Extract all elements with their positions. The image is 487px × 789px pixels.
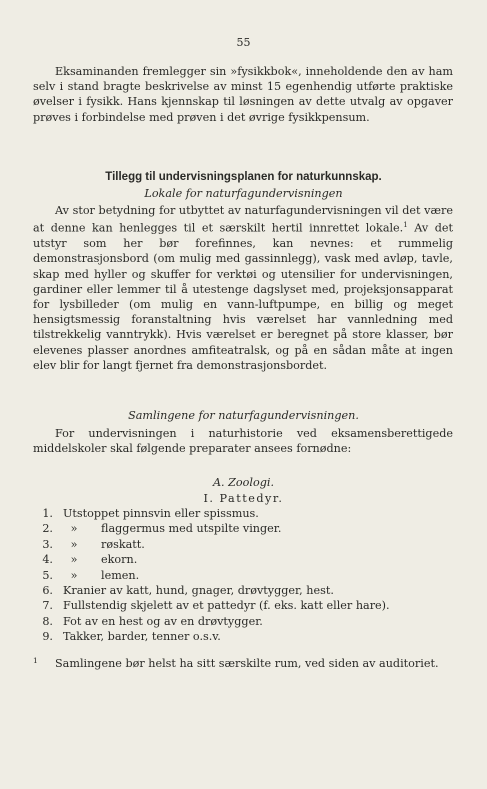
list-item bbox=[33, 614, 453, 629]
paragraph-2-part-1: Av stor betydning for utbyttet av naturfagundervisningen vil det være at denne kan henlegges til et særskilt hertil innrettet lokale. bbox=[33, 204, 453, 235]
list-item-number: 4. bbox=[42, 553, 53, 567]
list-item-text: røskatt. bbox=[101, 537, 145, 551]
preparat-list bbox=[33, 506, 453, 645]
paragraph-samlingene bbox=[33, 426, 453, 456]
list-item-text: Fullstendig skjelett av et pattedyr (f. eks. katt eller hare). bbox=[63, 599, 390, 613]
list-item-number: 1. bbox=[42, 507, 53, 520]
ditto-mark: » bbox=[70, 537, 78, 551]
list-item bbox=[33, 583, 453, 598]
list-item-text: Kranier av katt, hund, gnager, drøvtygger, hest. bbox=[63, 584, 334, 598]
paragraph-2-part-2: Av det utstyr som her bør forefinnes, kan nevnes: et rummelig demonstrasjonsbord (om mulig med gassinnlegg), vask med avløp, tavle, skap med hyller og skuffer for verktøi og utensilier for undervisningen, gardiner eller lemmer til å utestenge dagslyset med, projeksjonsapparat for lysbilleder (om mulig en vann-luftpumpe, en billig og meget hensigtsmessig foranstaltning hvis værelset har vannledning med tilstrekkelig vanntrykk). Hvis værelset er beregnet på store klasser, bør elevenes plasser anordnes amfiteatralsk, og på en sådan måte at ingen elev blir for langt fjernet fra demonstrasjonsbordet. bbox=[33, 221, 453, 372]
list-item bbox=[33, 598, 453, 613]
ditto-mark: » bbox=[70, 522, 78, 536]
list-item-number: 5. bbox=[42, 568, 53, 582]
list-item-text: ekorn. bbox=[101, 553, 138, 567]
footnote-reference: 1 bbox=[403, 221, 408, 230]
paragraph-3-text: For undervisningen i naturhistorie ved eksamensberettigede middelskoler skal følgende preparater ansees fornødne: bbox=[33, 427, 453, 456]
section-heading: Tillegg til undervisningsplanen for naturkunnskap. bbox=[105, 171, 382, 183]
list-item bbox=[33, 521, 453, 536]
footnote-mark: 1 bbox=[33, 656, 38, 665]
list-item-number: 8. bbox=[42, 614, 53, 628]
list-item-text: Fot av en hest og av en drøvtygger. bbox=[63, 614, 263, 628]
list-item-text: flaggermus med utspilte vinger. bbox=[101, 522, 282, 536]
list-item bbox=[33, 506, 453, 521]
list-item-number: 6. bbox=[42, 584, 53, 598]
paragraph-2 bbox=[33, 203, 453, 373]
paragraph-lokale bbox=[33, 203, 453, 373]
list-item-number: 2. bbox=[42, 522, 53, 536]
page-number: 55 bbox=[236, 36, 251, 49]
list-item bbox=[33, 568, 453, 583]
paragraph-1-text: Eksaminanden fremlegger sin »fysikkbok«, inneholdende den av ham selv i stand bragte beskrivelse av minst 15 egenhendig utførte praktiske øvelser i fysikk. Hans kjennskap til løsningen av dette utvalg av opgaver prøves i forbindelse med prøven i det øvrige fysikkpensum. bbox=[33, 65, 453, 124]
list-item-number: 3. bbox=[42, 537, 53, 551]
list-item-number: 9. bbox=[42, 630, 53, 644]
list-item-text: lemen. bbox=[101, 568, 140, 582]
section-zoologi: A. Zoologi. bbox=[212, 476, 275, 489]
ditto-mark: » bbox=[70, 553, 78, 567]
section-pattedyr: I. Pattedyr. bbox=[203, 492, 284, 505]
list-item bbox=[33, 629, 453, 644]
ditto-mark: » bbox=[70, 568, 78, 582]
list-item-text: Takker, barder, tenner o.s.v. bbox=[63, 630, 221, 644]
footnote-text: Samlingene bør helst ha sitt særskilte rum, ved siden av auditoriet. bbox=[55, 657, 439, 670]
subheading-lokale: Lokale for naturfagundervisningen bbox=[144, 187, 343, 200]
list-item bbox=[33, 537, 453, 552]
footnote bbox=[33, 656, 453, 671]
list-item-text: Utstoppet pinnsvin eller spissmus. bbox=[63, 507, 259, 520]
paragraph-fysikkbok bbox=[33, 64, 453, 125]
list-item bbox=[33, 552, 453, 567]
subheading-samlingene: Samlingene for naturfagundervisningen. bbox=[128, 409, 359, 422]
list-item-number: 7. bbox=[42, 599, 53, 613]
